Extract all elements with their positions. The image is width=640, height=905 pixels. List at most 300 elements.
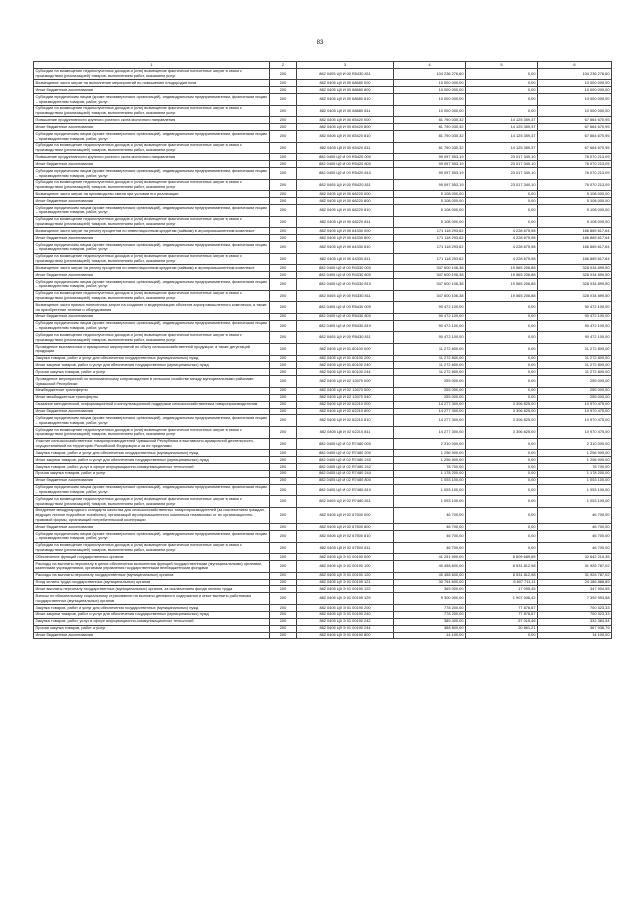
table-row <box>34 94 612 106</box>
table-row <box>34 154 612 161</box>
row-approved-amount-cell: 778 200,00 <box>394 604 466 611</box>
row-budget-code-cell: 882 0405 Ц9 Э 01 00190 800 <box>297 632 394 639</box>
row-budget-code-cell: 882 0405 Ц9 Э 01 00190 121 <box>297 579 394 586</box>
row-approved-amount-cell: 99 097 553,19 <box>394 154 466 161</box>
row-line-code-cell: 200 <box>270 228 297 235</box>
row-remaining-amount-cell: 328 034 899,50 <box>538 290 612 302</box>
row-executed-amount-cell: 77 876,67 <box>466 611 538 618</box>
row-approved-amount-cell: 1 053 100,00 <box>394 496 466 508</box>
row-remaining-amount-cell: 11 272 800,00 <box>538 355 612 362</box>
row-budget-code-cell: 882 0405 Ц9 И 02 62210 800 <box>297 408 394 415</box>
row-name-cell: Внедрение международного стандарта качества для сельскохозяйственных товаропроизводителей (за исключением граждан, ведущих личное подсобное хозяйство), организаций агропромышленного комплекса независимо от их организационно-правовой формы, организаций потребительской кооперации <box>34 507 270 523</box>
row-approved-amount-cell: 81 790 030,32 <box>394 131 466 143</box>
row-name-cell: Иные бюджетные ассигнования <box>34 161 270 168</box>
row-executed-amount-cell: 0,00 <box>466 394 538 401</box>
row-approved-amount-cell: 1 178 200,00 <box>394 470 466 477</box>
row-approved-amount-cell: 347 600 106,38 <box>394 272 466 279</box>
table-row <box>34 561 612 573</box>
row-name-cell: Иные бюджетные ассигнования <box>34 124 270 131</box>
row-name-cell: Иные закупки товаров, работ и услуг для обеспечения государственных (муниципальных) нужд <box>34 457 270 464</box>
table-row <box>34 593 612 605</box>
row-line-code-cell: 200 <box>270 87 297 94</box>
row-budget-code-cell: 882 0405 Ц9 Э 01 00190 242 <box>297 618 394 625</box>
row-line-code-cell: 200 <box>270 484 297 496</box>
row-approved-amount-cell: 10 000 000,00 <box>394 80 466 87</box>
table-row <box>34 265 612 272</box>
row-remaining-amount-cell: 328 034 899,50 <box>538 265 612 272</box>
row-name-cell: Субсидии юридическим лицам (кроме некоммерческих организаций), индивидуальным предпринимателям, физическим лицам – производителям товаров, работ, услуг <box>34 531 270 543</box>
row-executed-amount-cell: 3 306 825,00 <box>466 401 538 408</box>
row-budget-code-cell: 882 0405 Ц9 Э 01 00190 000 <box>297 554 394 561</box>
row-remaining-amount-cell: 76 070 213,09 <box>538 161 612 168</box>
row-name-cell: Субсидии на возмещение недополученных доходов и (или) возмещение фактически понесенных затрат в связи с производством (реализацией) товаров, выполнением работ, оказанием услуг <box>34 290 270 302</box>
table-row <box>34 68 612 80</box>
row-remaining-amount-cell: 67 664 670,95 <box>538 142 612 154</box>
row-approved-amount-cell: 389 400,00 <box>394 618 466 625</box>
row-executed-amount-cell: 0,00 <box>466 376 538 388</box>
row-approved-amount-cell: 78 700,00 <box>394 463 466 470</box>
row-name-cell: Иные закупки товаров, работ и услуг для обеспечения государственных (муниципальных) нужд <box>34 611 270 618</box>
table-row <box>34 168 612 180</box>
page-number: 83 <box>316 40 324 46</box>
row-name-cell: Субсидии на возмещение недополученных доходов и (или) возмещение фактически понесенных затрат в связи с производством (реализацией) товаров, выполнением работ, оказанием услуг <box>34 216 270 228</box>
row-approved-amount-cell: 30 794 600,00 <box>394 579 466 586</box>
row-name-cell: Оказание методической, информационной и консультационной поддержки сельскохозяйственным товаропроизводителям <box>34 401 270 408</box>
row-budget-code-cell: 882 0405 Ц9 И 02 67500 800 <box>297 524 394 531</box>
row-approved-amount-cell: 1 053 100,00 <box>394 484 466 496</box>
row-line-code-cell: 200 <box>270 272 297 279</box>
row-budget-code-cell: 882 0405 Ц9 И 02 R7480 240 <box>297 457 394 464</box>
row-remaining-amount-cell: 11 272 800,00 <box>538 362 612 369</box>
row-name-cell: Субсидии на возмещение недополученных доходов и (или) возмещение фактически понесенных затрат в связи с производством (реализацией) товаров, выполнением работ, оказанием услуг <box>34 332 270 344</box>
row-line-code-cell: 200 <box>270 470 297 477</box>
row-executed-amount-cell: 0,00 <box>466 477 538 484</box>
table-row <box>34 450 612 457</box>
row-line-code-cell: 200 <box>270 387 297 394</box>
table-row <box>34 235 612 242</box>
row-executed-amount-cell: 0,00 <box>466 470 538 477</box>
row-line-code-cell: 200 <box>270 531 297 543</box>
row-approved-amount-cell: 347 600 106,38 <box>394 290 466 302</box>
table-row <box>34 632 612 639</box>
row-approved-amount-cell: 99 097 553,19 <box>394 168 466 180</box>
row-remaining-amount-cell: 332 384,54 <box>538 618 612 625</box>
row-remaining-amount-cell: 104 236 276,60 <box>538 68 612 80</box>
table-row <box>34 205 612 217</box>
row-remaining-amount-cell: 1 256 900,00 <box>538 450 612 457</box>
row-budget-code-cell: 882 0405 Ц9 И 02 67500 810 <box>297 531 394 543</box>
row-remaining-amount-cell: 1 178 200,00 <box>538 470 612 477</box>
table-row <box>34 228 612 235</box>
row-executed-amount-cell: 0,00 <box>466 531 538 543</box>
row-budget-code-cell: 882 0405 Ц9 И 00 R5420 810 <box>297 168 394 180</box>
table-row <box>34 272 612 279</box>
table-row <box>34 320 612 332</box>
row-remaining-amount-cell: 76 070 213,09 <box>538 168 612 180</box>
row-name-cell: Возмещение части затрат на уплату процентов по инвестиционным кредитам (займам) в агропромышленном комплексе <box>34 265 270 272</box>
row-line-code-cell: 200 <box>270 542 297 554</box>
row-budget-code-cell: 882 0405 Ц9 И 02 12670 500 <box>297 387 394 394</box>
row-name-cell: Иные закупки товаров, работ и услуг для обеспечения государственных (муниципальных) нужд <box>34 362 270 369</box>
row-name-cell: Повышение продуктивности крупного рогатого скота молочного направления <box>34 117 270 124</box>
row-executed-amount-cell: 23 017 340,10 <box>466 154 538 161</box>
row-name-cell: Субсидии на возмещение недополученных доходов и (или) возмещение фактически понесенных затрат в связи с производством (реализацией) товаров, выполнением работ, оказанием услуг <box>34 105 270 117</box>
row-name-cell: Закупка товаров, работ и услуг для обеспечения государственных (муниципальных) нужд <box>34 604 270 611</box>
row-line-code-cell: 200 <box>270 604 297 611</box>
row-name-cell: Субсидии юридическим лицам (кроме некоммерческих организаций), индивидуальным предпринимателям, физическим лицам – производителям товаров, работ, услуг <box>34 279 270 291</box>
row-line-code-cell: 200 <box>270 554 297 561</box>
row-executed-amount-cell: 0,00 <box>466 496 538 508</box>
row-name-cell: Субсидии на возмещение недополученных доходов и (или) возмещение фактически понесенных затрат в связи с производством (реализацией) товаров, выполнением работ, оказанием услуг <box>34 496 270 508</box>
row-executed-amount-cell: 4 228 675,98 <box>466 235 538 242</box>
header-cell-3: 3 <box>297 62 394 69</box>
row-remaining-amount-cell: 7 392 993,58 <box>538 593 612 605</box>
row-approved-amount-cell: 46 700,00 <box>394 531 466 543</box>
table-row <box>34 179 612 191</box>
row-approved-amount-cell: 10 000 000,00 <box>394 94 466 106</box>
row-line-code-cell: 200 <box>270 579 297 586</box>
table-row <box>34 542 612 554</box>
row-approved-amount-cell: 10 000 000,00 <box>394 105 466 117</box>
row-name-cell: Обеспечение функций государственных органов <box>34 554 270 561</box>
row-approved-amount-cell: 40 458 600,00 <box>394 561 466 573</box>
row-executed-amount-cell: 0,00 <box>466 68 538 80</box>
row-approved-amount-cell: 2 310 000,00 <box>394 438 466 450</box>
row-remaining-amount-cell: 46 700,00 <box>538 542 612 554</box>
row-line-code-cell: 200 <box>270 632 297 639</box>
table-row <box>34 142 612 154</box>
table-row <box>34 242 612 254</box>
row-name-cell: Иные бюджетные ассигнования <box>34 408 270 415</box>
table-row <box>34 332 612 344</box>
table-row <box>34 438 612 450</box>
row-approved-amount-cell: 14 277 300,00 <box>394 401 466 408</box>
row-budget-code-cell: 882 0405 Ц9 И 02 12670 540 <box>297 394 394 401</box>
row-budget-code-cell: 882 0405 Ц9 И 00 65420 000 <box>297 117 394 124</box>
row-line-code-cell: 200 <box>270 80 297 87</box>
row-name-cell: Проведение выставочных и ярмарочных мероприятий по сбыту сельскохозяйственной продукции, а также дегустаций продукции <box>34 343 270 355</box>
row-name-cell: Субсидии на возмещение недополученных доходов и (или) возмещение фактически понесенных затрат в связи с производством (реализацией) товаров, выполнением работ, оказанием услуг <box>34 179 270 191</box>
row-line-code-cell: 200 <box>270 302 297 314</box>
row-executed-amount-cell: 23 017 340,10 <box>466 179 538 191</box>
row-budget-code-cell: 882 0405 Ц9 Э 01 00190 200 <box>297 604 394 611</box>
row-remaining-amount-cell: 2 310 000,00 <box>538 438 612 450</box>
row-executed-amount-cell: 1 907 006,42 <box>466 593 538 605</box>
row-line-code-cell: 200 <box>270 572 297 579</box>
row-name-cell: Субсидии на возмещение недополученных доходов и (или) возмещение фактически понесенных затрат в связи с производством (реализацией) товаров, выполнением работ, оказанием услуг <box>34 542 270 554</box>
row-remaining-amount-cell: 1 053 100,00 <box>538 496 612 508</box>
row-executed-amount-cell: 57 015,46 <box>466 618 538 625</box>
row-line-code-cell: 200 <box>270 496 297 508</box>
row-executed-amount-cell: 4 228 675,98 <box>466 242 538 254</box>
row-approved-amount-cell: 10 000 000,00 <box>394 87 466 94</box>
row-budget-code-cell: 882 0405 Ц9 Э 01 00190 244 <box>297 625 394 632</box>
row-remaining-amount-cell: 5 108 000,00 <box>538 191 612 198</box>
row-line-code-cell: 200 <box>270 290 297 302</box>
row-approved-amount-cell: 46 700,00 <box>394 507 466 523</box>
row-remaining-amount-cell: 76 070 213,09 <box>538 154 612 161</box>
row-budget-code-cell: 882 0405 Ц9 Э 01 00190 120 <box>297 572 394 579</box>
row-remaining-amount-cell: 5 108 000,00 <box>538 216 612 228</box>
table-row <box>34 484 612 496</box>
row-remaining-amount-cell: 367 938,79 <box>538 625 612 632</box>
row-approved-amount-cell: 9 300 000,00 <box>394 593 466 605</box>
row-line-code-cell: 200 <box>270 332 297 344</box>
row-name-cell: Иные межбюджетные трансферты <box>34 394 270 401</box>
row-name-cell: Субсидии юридическим лицам (кроме некоммерческих организаций), индивидуальным предпринимателям, физическим лицам – производителям товаров, работ, услуг <box>34 168 270 180</box>
row-executed-amount-cell: 0,00 <box>466 87 538 94</box>
row-remaining-amount-cell: 166 889 617,64 <box>538 242 612 254</box>
row-line-code-cell: 200 <box>270 457 297 464</box>
row-line-code-cell: 200 <box>270 376 297 388</box>
row-budget-code-cell: 882 0405 Ц9 Э 01 00190 129 <box>297 593 394 605</box>
table-row <box>34 376 612 388</box>
table-row <box>34 401 612 408</box>
row-name-cell: Иные бюджетные ассигнования <box>34 272 270 279</box>
row-approved-amount-cell: 171 118 293,62 <box>394 242 466 254</box>
row-remaining-amount-cell: 255 000,00 <box>538 394 612 401</box>
table-row <box>34 415 612 427</box>
row-line-code-cell: 200 <box>270 94 297 106</box>
row-remaining-amount-cell: 31 926 787,02 <box>538 561 612 573</box>
row-approved-amount-cell: 5 108 000,00 <box>394 191 466 198</box>
row-executed-amount-cell: 3 306 825,00 <box>466 408 538 415</box>
row-budget-code-cell: 882 0405 Ц9 И 02 62210 811 <box>297 426 394 438</box>
table-row <box>34 131 612 143</box>
row-executed-amount-cell: 19 565 206,88 <box>466 279 538 291</box>
row-name-cell: Возмещение части прямых понесенных затрат на создание и модернизацию объектов агропромышленного комплекса, а также на приобретение техники и оборудования <box>34 302 270 314</box>
row-executed-amount-cell: 8 531 812,98 <box>466 572 538 579</box>
row-budget-code-cell: 882 0405 Ц9 И 02 62210 810 <box>297 415 394 427</box>
row-approved-amount-cell: 14 277 300,00 <box>394 426 466 438</box>
table-row <box>34 117 612 124</box>
row-executed-amount-cell: 8 609 689,65 <box>466 554 538 561</box>
row-line-code-cell: 200 <box>270 168 297 180</box>
table-row <box>34 586 612 593</box>
row-line-code-cell: 200 <box>270 142 297 154</box>
row-name-cell: Возмещение части затрат на уплату процентов по инвестиционным кредитам (займам) в агропромышленном комплексе <box>34 228 270 235</box>
row-remaining-amount-cell: 10 000 000,00 <box>538 105 612 117</box>
row-approved-amount-cell: 255 000,00 <box>394 387 466 394</box>
row-name-cell: Субсидии юридическим лицам (кроме некоммерческих организаций), индивидуальным предпринимателям, физическим лицам – производителям товаров, работ, услуг <box>34 205 270 217</box>
row-executed-amount-cell: 0,00 <box>466 205 538 217</box>
row-name-cell: Расходы на выплаты персоналу государственных (муниципальных) органов <box>34 572 270 579</box>
row-executed-amount-cell: 3 306 825,00 <box>466 415 538 427</box>
row-name-cell: Иные бюджетные ассигнования <box>34 524 270 531</box>
row-executed-amount-cell: 0,00 <box>466 542 538 554</box>
row-name-cell: Субсидии на возмещение недополученных доходов и (или) возмещение фактически понесенных затрат в связи с производством (реализацией) товаров, выполнением работ, оказанием услуг <box>34 68 270 80</box>
row-executed-amount-cell: 0,00 <box>466 302 538 314</box>
row-remaining-amount-cell: 10 970 475,00 <box>538 415 612 427</box>
budget-execution-table <box>33 61 612 639</box>
row-executed-amount-cell: 23 017 340,10 <box>466 168 538 180</box>
row-executed-amount-cell: 0,00 <box>466 457 538 464</box>
table-row <box>34 408 612 415</box>
row-approved-amount-cell: 46 700,00 <box>394 524 466 531</box>
row-name-cell: Иные бюджетные ассигнования <box>34 632 270 639</box>
row-line-code-cell: 200 <box>270 450 297 457</box>
table-row <box>34 253 612 265</box>
table-row <box>34 355 612 362</box>
row-line-code-cell: 200 <box>270 477 297 484</box>
row-budget-code-cell: 882 0405 Ц9 И 01 60100 240 <box>297 362 394 369</box>
row-budget-code-cell: 882 0405 Ц9 И 00 R5430 000 <box>297 302 394 314</box>
row-budget-code-cell: 882 0405 Ц9 И 02 67500 000 <box>297 507 394 523</box>
row-approved-amount-cell: 1 256 900,00 <box>394 457 466 464</box>
row-remaining-amount-cell: 46 700,00 <box>538 531 612 543</box>
row-budget-code-cell: 882 0405 Ц9 И 00 R4330 811 <box>297 290 394 302</box>
row-executed-amount-cell: 0,00 <box>466 216 538 228</box>
table-row <box>34 457 612 464</box>
row-line-code-cell: 200 <box>270 279 297 291</box>
row-executed-amount-cell: 19 565 206,88 <box>466 272 538 279</box>
row-budget-code-cell: 882 0405 Ц9 И 02 R7480 000 <box>297 438 394 450</box>
row-budget-code-cell: 882 0405 Ц9 И 02 R7480 800 <box>297 477 394 484</box>
row-budget-code-cell: 882 0405 Ц9 И 00 R5430 800 <box>297 313 394 320</box>
row-executed-amount-cell: 14 125 359,37 <box>466 124 538 131</box>
row-line-code-cell: 200 <box>270 625 297 632</box>
header-cell-1: 1 <box>34 62 270 69</box>
table-row <box>34 87 612 94</box>
row-budget-code-cell: 882 0405 Ц9 И 02 R7480 242 <box>297 463 394 470</box>
row-executed-amount-cell: 0,00 <box>466 524 538 531</box>
row-name-cell: Субсидии юридическим лицам (кроме некоммерческих организаций), индивидуальным предпринимателям, физическим лицам – производителям товаров, работ, услуг <box>34 484 270 496</box>
row-line-code-cell: 200 <box>270 216 297 228</box>
row-approved-amount-cell: 104 236 276,60 <box>394 68 466 80</box>
row-name-cell: Повышение продуктивности крупного рогатого скота молочного направления <box>34 154 270 161</box>
table-row <box>34 426 612 438</box>
row-budget-code-cell: 882 0405 Ц9 И 00 68680 810 <box>297 94 394 106</box>
row-remaining-amount-cell: 11 272 800,00 <box>538 369 612 376</box>
row-executed-amount-cell: 0,00 <box>466 191 538 198</box>
row-budget-code-cell: 882 0405 Ц9 И 00 R5430 811 <box>297 332 394 344</box>
row-name-cell: Субсидии юридическим лицам (кроме некоммерческих организаций), индивидуальным предпринимателям, физическим лицам – производителям товаров, работ, услуг <box>34 415 270 427</box>
row-approved-amount-cell: 81 790 030,32 <box>394 117 466 124</box>
table-row <box>34 124 612 131</box>
row-remaining-amount-cell: 1 256 900,00 <box>538 457 612 464</box>
row-budget-code-cell: 882 0405 Ц9 И 02 R7480 810 <box>297 484 394 496</box>
row-remaining-amount-cell: 328 034 899,50 <box>538 279 612 291</box>
table-row <box>34 611 612 618</box>
row-line-code-cell: 200 <box>270 593 297 605</box>
table-row <box>34 279 612 291</box>
row-budget-code-cell: 882 0405 Ц9 И 00 68680 000 <box>297 80 394 87</box>
row-budget-code-cell: 882 0405 Ц9 И 00 R5420 811 <box>297 179 394 191</box>
row-line-code-cell: 200 <box>270 524 297 531</box>
row-budget-code-cell: 882 0405 Ц9 Э 01 00190 240 <box>297 611 394 618</box>
row-name-cell: Возмещение части затрат на производство хмеля при условии его реализации <box>34 191 270 198</box>
row-executed-amount-cell: 3 306 825,00 <box>466 426 538 438</box>
row-name-cell: Субсидии юридическим лицам (кроме некоммерческих организаций), индивидуальным предпринимателям, физическим лицам – производителям товаров, работ, услуг <box>34 320 270 332</box>
header-cell-6: 6 <box>538 62 612 69</box>
row-budget-code-cell: 882 0405 Ц9 И 00 64330 810 <box>297 242 394 254</box>
row-remaining-amount-cell: 1 053 100,00 <box>538 477 612 484</box>
row-remaining-amount-cell: 46 700,00 <box>538 524 612 531</box>
row-approved-amount-cell: 171 118 293,62 <box>394 253 466 265</box>
row-budget-code-cell: 882 0405 Ц9 И 00 65420 811 <box>297 142 394 154</box>
row-name-cell: Прочая закупка товаров, работ и услуг <box>34 625 270 632</box>
row-remaining-amount-cell: 10 000 000,00 <box>538 94 612 106</box>
row-remaining-amount-cell: 328 034 899,50 <box>538 272 612 279</box>
row-name-cell: Взносы по обязательному социальному страхованию на выплаты денежного содержания и иные выплаты работникам государственных (муниципальных) органов <box>34 593 270 605</box>
row-line-code-cell: 200 <box>270 355 297 362</box>
row-line-code-cell: 200 <box>270 253 297 265</box>
row-executed-amount-cell: 19 565 206,88 <box>466 265 538 272</box>
row-budget-code-cell: 882 0405 Ц9 И 00 65420 800 <box>297 124 394 131</box>
row-budget-code-cell: 882 0405 Ц9 И 00 R5420 800 <box>297 161 394 168</box>
row-approved-amount-cell: 5 108 000,00 <box>394 198 466 205</box>
row-approved-amount-cell: 90 472 100,00 <box>394 332 466 344</box>
row-budget-code-cell: 882 0405 Ц9 И 00 68680 811 <box>297 105 394 117</box>
table-row <box>34 604 612 611</box>
row-executed-amount-cell: 0,00 <box>466 80 538 87</box>
table-row <box>34 216 612 228</box>
row-line-code-cell: 200 <box>270 179 297 191</box>
row-budget-code-cell: 882 0405 Ц9 И 02 R7480 200 <box>297 450 394 457</box>
row-remaining-amount-cell: 10 000 000,00 <box>538 80 612 87</box>
table-row <box>34 579 612 586</box>
row-name-cell: Расходы на выплаты персоналу в целях обеспечения выполнения функций государственными (муниципальными) органами, казенными учреждениями, органами управления государственными внебюджетными фондами <box>34 561 270 573</box>
row-executed-amount-cell: 0,00 <box>466 387 538 394</box>
row-budget-code-cell: 882 0405 Ц9 И 01 60100 244 <box>297 369 394 376</box>
row-line-code-cell: 200 <box>270 561 297 573</box>
row-executed-amount-cell: 0,00 <box>466 343 538 355</box>
row-remaining-amount-cell: 31 926 787,02 <box>538 572 612 579</box>
row-remaining-amount-cell: 166 889 617,64 <box>538 253 612 265</box>
row-executed-amount-cell: 0,00 <box>466 94 538 106</box>
row-approved-amount-cell: 90 472 100,00 <box>394 313 466 320</box>
row-approved-amount-cell: 46 700,00 <box>394 542 466 554</box>
row-name-cell: Иные бюджетные ассигнования <box>34 477 270 484</box>
row-executed-amount-cell: 77 876,67 <box>466 604 538 611</box>
table-header-row <box>34 62 612 69</box>
row-budget-code-cell: 882 0405 Ц9 И 00 R4330 000 <box>297 265 394 272</box>
table-row <box>34 302 612 314</box>
row-remaining-amount-cell: 255 000,00 <box>538 376 612 388</box>
row-budget-code-cell: 882 0405 Ц9 И 00 65420 810 <box>297 131 394 143</box>
row-approved-amount-cell: 40 458 600,00 <box>394 572 466 579</box>
row-executed-amount-cell: 6 607 711,11 <box>466 579 538 586</box>
row-budget-code-cell: 882 0405 Ц9 И 00 R4330 810 <box>297 279 394 291</box>
row-budget-code-cell: 882 0405 Ц9 И 00 68220 000 <box>297 191 394 198</box>
row-executed-amount-cell: 0,00 <box>466 362 538 369</box>
row-line-code-cell: 200 <box>270 191 297 198</box>
row-line-code-cell: 200 <box>270 415 297 427</box>
row-approved-amount-cell: 365 000,00 <box>394 586 466 593</box>
row-line-code-cell: 200 <box>270 438 297 450</box>
row-approved-amount-cell: 1 256 900,00 <box>394 450 466 457</box>
row-line-code-cell: 200 <box>270 611 297 618</box>
row-line-code-cell: 200 <box>270 369 297 376</box>
row-approved-amount-cell: 90 472 100,00 <box>394 320 466 332</box>
row-executed-amount-cell: 14 125 359,37 <box>466 131 538 143</box>
header-cell-2: 2 <box>270 62 297 69</box>
row-name-cell: Иные бюджетные ассигнования <box>34 235 270 242</box>
table-row <box>34 80 612 87</box>
row-remaining-amount-cell: 1 053 100,00 <box>538 484 612 496</box>
row-name-cell: Иные бюджетные ассигнования <box>34 198 270 205</box>
row-budget-code-cell: 882 0405 Ц9 И 02 67500 811 <box>297 542 394 554</box>
row-line-code-cell: 200 <box>270 161 297 168</box>
row-name-cell: Субсидии юридическим лицам (кроме некоммерческих организаций), индивидуальным предпринимателям, физическим лицам – производителям товаров, работ, услуг <box>34 94 270 106</box>
row-executed-amount-cell: 0,00 <box>466 369 538 376</box>
table-row <box>34 477 612 484</box>
row-remaining-amount-cell: 46 700,00 <box>538 507 612 523</box>
row-name-cell: Прочая закупка товаров, работ и услуг <box>34 470 270 477</box>
row-budget-code-cell: 882 0405 Ц9 Э 01 00190 122 <box>297 586 394 593</box>
row-executed-amount-cell: 4 228 675,98 <box>466 228 538 235</box>
row-budget-code-cell: 882 0405 Ц9 И 02 12670 000 <box>297 376 394 388</box>
